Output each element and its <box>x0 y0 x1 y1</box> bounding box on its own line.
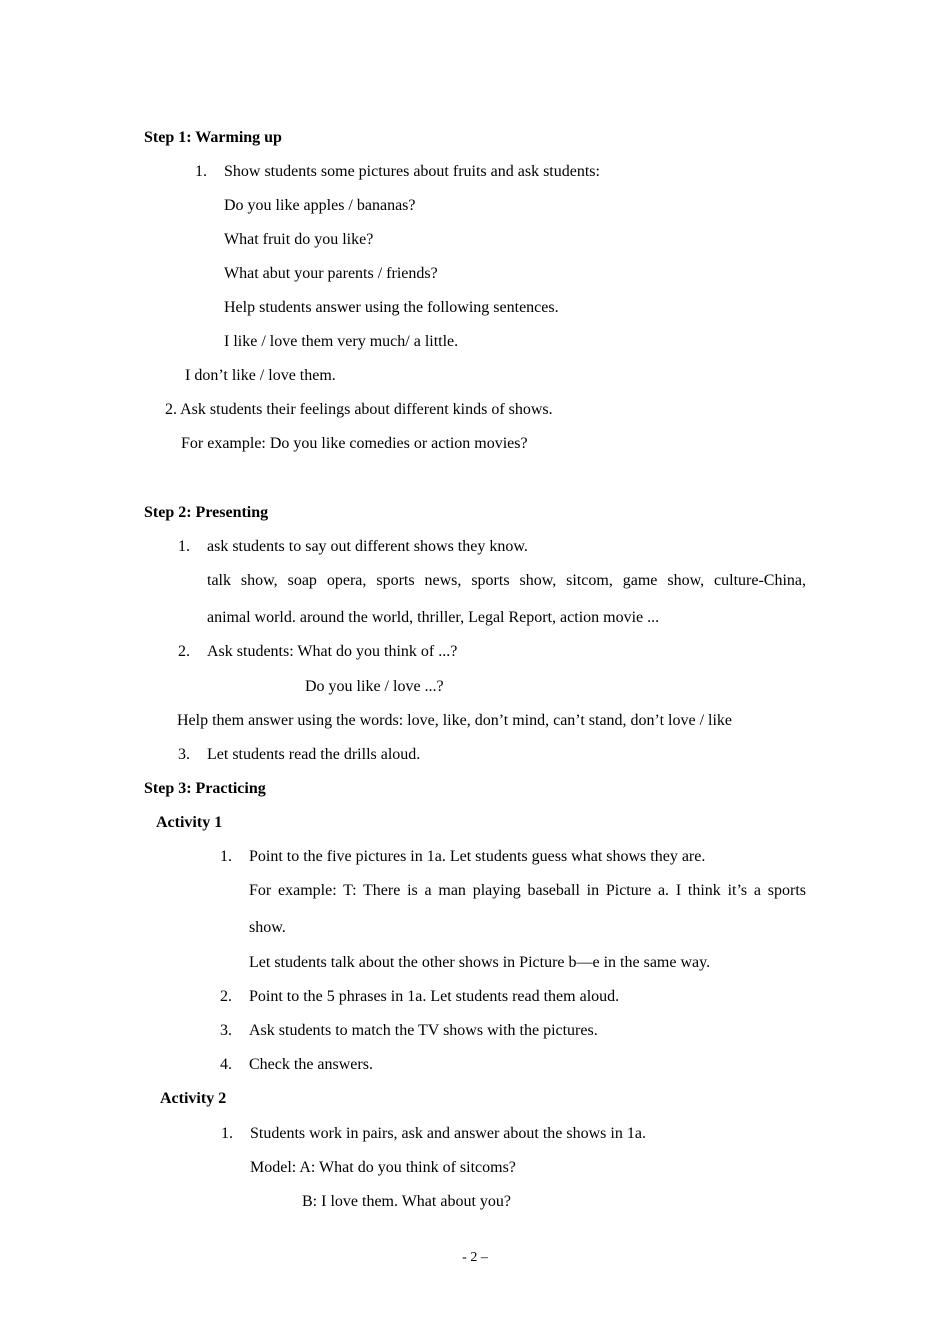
activity1-item3-number: 3. <box>220 1022 232 1039</box>
activity1-item1-number: 1. <box>220 848 232 865</box>
step2-item3-text: Let students read the drills aloud. <box>207 746 421 763</box>
step1-sentence-1: I like / love them very much/ a little. <box>224 333 459 350</box>
step2-item2-number: 2. <box>178 643 190 660</box>
activity2-item1-text: Students work in pairs, ask and answer about the shows in 1a. <box>250 1125 646 1142</box>
activity1-item4-number: 4. <box>220 1056 232 1073</box>
step2-item2-sub: Do you like / love ...? <box>305 678 444 695</box>
step1-question-1: Do you like apples / bananas? <box>224 197 416 214</box>
activity1-item1-text: Point to the five pictures in 1a. Let students guess what shows they are. <box>249 848 706 865</box>
page-number: - 2 – <box>462 1250 488 1265</box>
step3-heading: Step 3: Practicing <box>144 780 266 797</box>
step2-shows-line-2: animal world. around the world, thriller, Legal Report, action movie ... <box>207 609 660 626</box>
step1-item1-text: Show students some pictures about fruits and ask students: <box>224 163 600 180</box>
step1-help-line: Help students answer using the following sentences. <box>224 299 559 316</box>
activity1-item2-text: Point to the 5 phrases in 1a. Let students read them aloud. <box>249 988 620 1005</box>
step2-item1-number: 1. <box>178 538 190 555</box>
step1-question-3: What abut your parents / friends? <box>224 265 438 282</box>
activity1-item2-number: 2. <box>220 988 232 1005</box>
activity2-item1-number: 1. <box>221 1125 233 1142</box>
activity1-heading: Activity 1 <box>156 814 223 831</box>
activity1-item3-text: Ask students to match the TV shows with the pictures. <box>249 1022 598 1039</box>
activity2-model-a: Model: A: What do you think of sitcoms? <box>250 1159 516 1176</box>
step1-heading: Step 1: Warming up <box>144 129 282 146</box>
activity1-other-shows: Let students talk about the other shows in Picture b—e in the same way. <box>249 954 711 971</box>
step2-shows-line-1: talk show, soap opera, sports news, sports show, sitcom, game show, culture-China, <box>207 572 806 589</box>
step2-item3-number: 3. <box>178 746 190 763</box>
step1-sentence-2: I don’t like / love them. <box>185 367 336 384</box>
activity1-example-line-1: For example: T: There is a man playing baseball in Picture a. I think it’s a sports <box>249 882 806 899</box>
step1-item2: 2. Ask students their feelings about different kinds of shows. <box>165 401 553 418</box>
activity1-example-line-2: show. <box>249 919 286 936</box>
step1-example: For example: Do you like comedies or action movies? <box>181 435 528 452</box>
step1-question-2: What fruit do you like? <box>224 231 374 248</box>
step2-item1-text: ask students to say out different shows they know. <box>207 538 528 555</box>
step2-item2-text: Ask students: What do you think of ...? <box>207 643 458 660</box>
step2-help-line: Help them answer using the words: love, like, don’t mind, can’t stand, don’t love / like <box>177 712 733 729</box>
step2-heading: Step 2: Presenting <box>144 504 269 521</box>
activity2-model-b: B: I love them. What about you? <box>302 1193 511 1210</box>
activity2-heading: Activity 2 <box>160 1090 227 1107</box>
activity1-item4-text: Check the answers. <box>249 1056 373 1073</box>
step1-item1-number: 1. <box>195 163 207 180</box>
